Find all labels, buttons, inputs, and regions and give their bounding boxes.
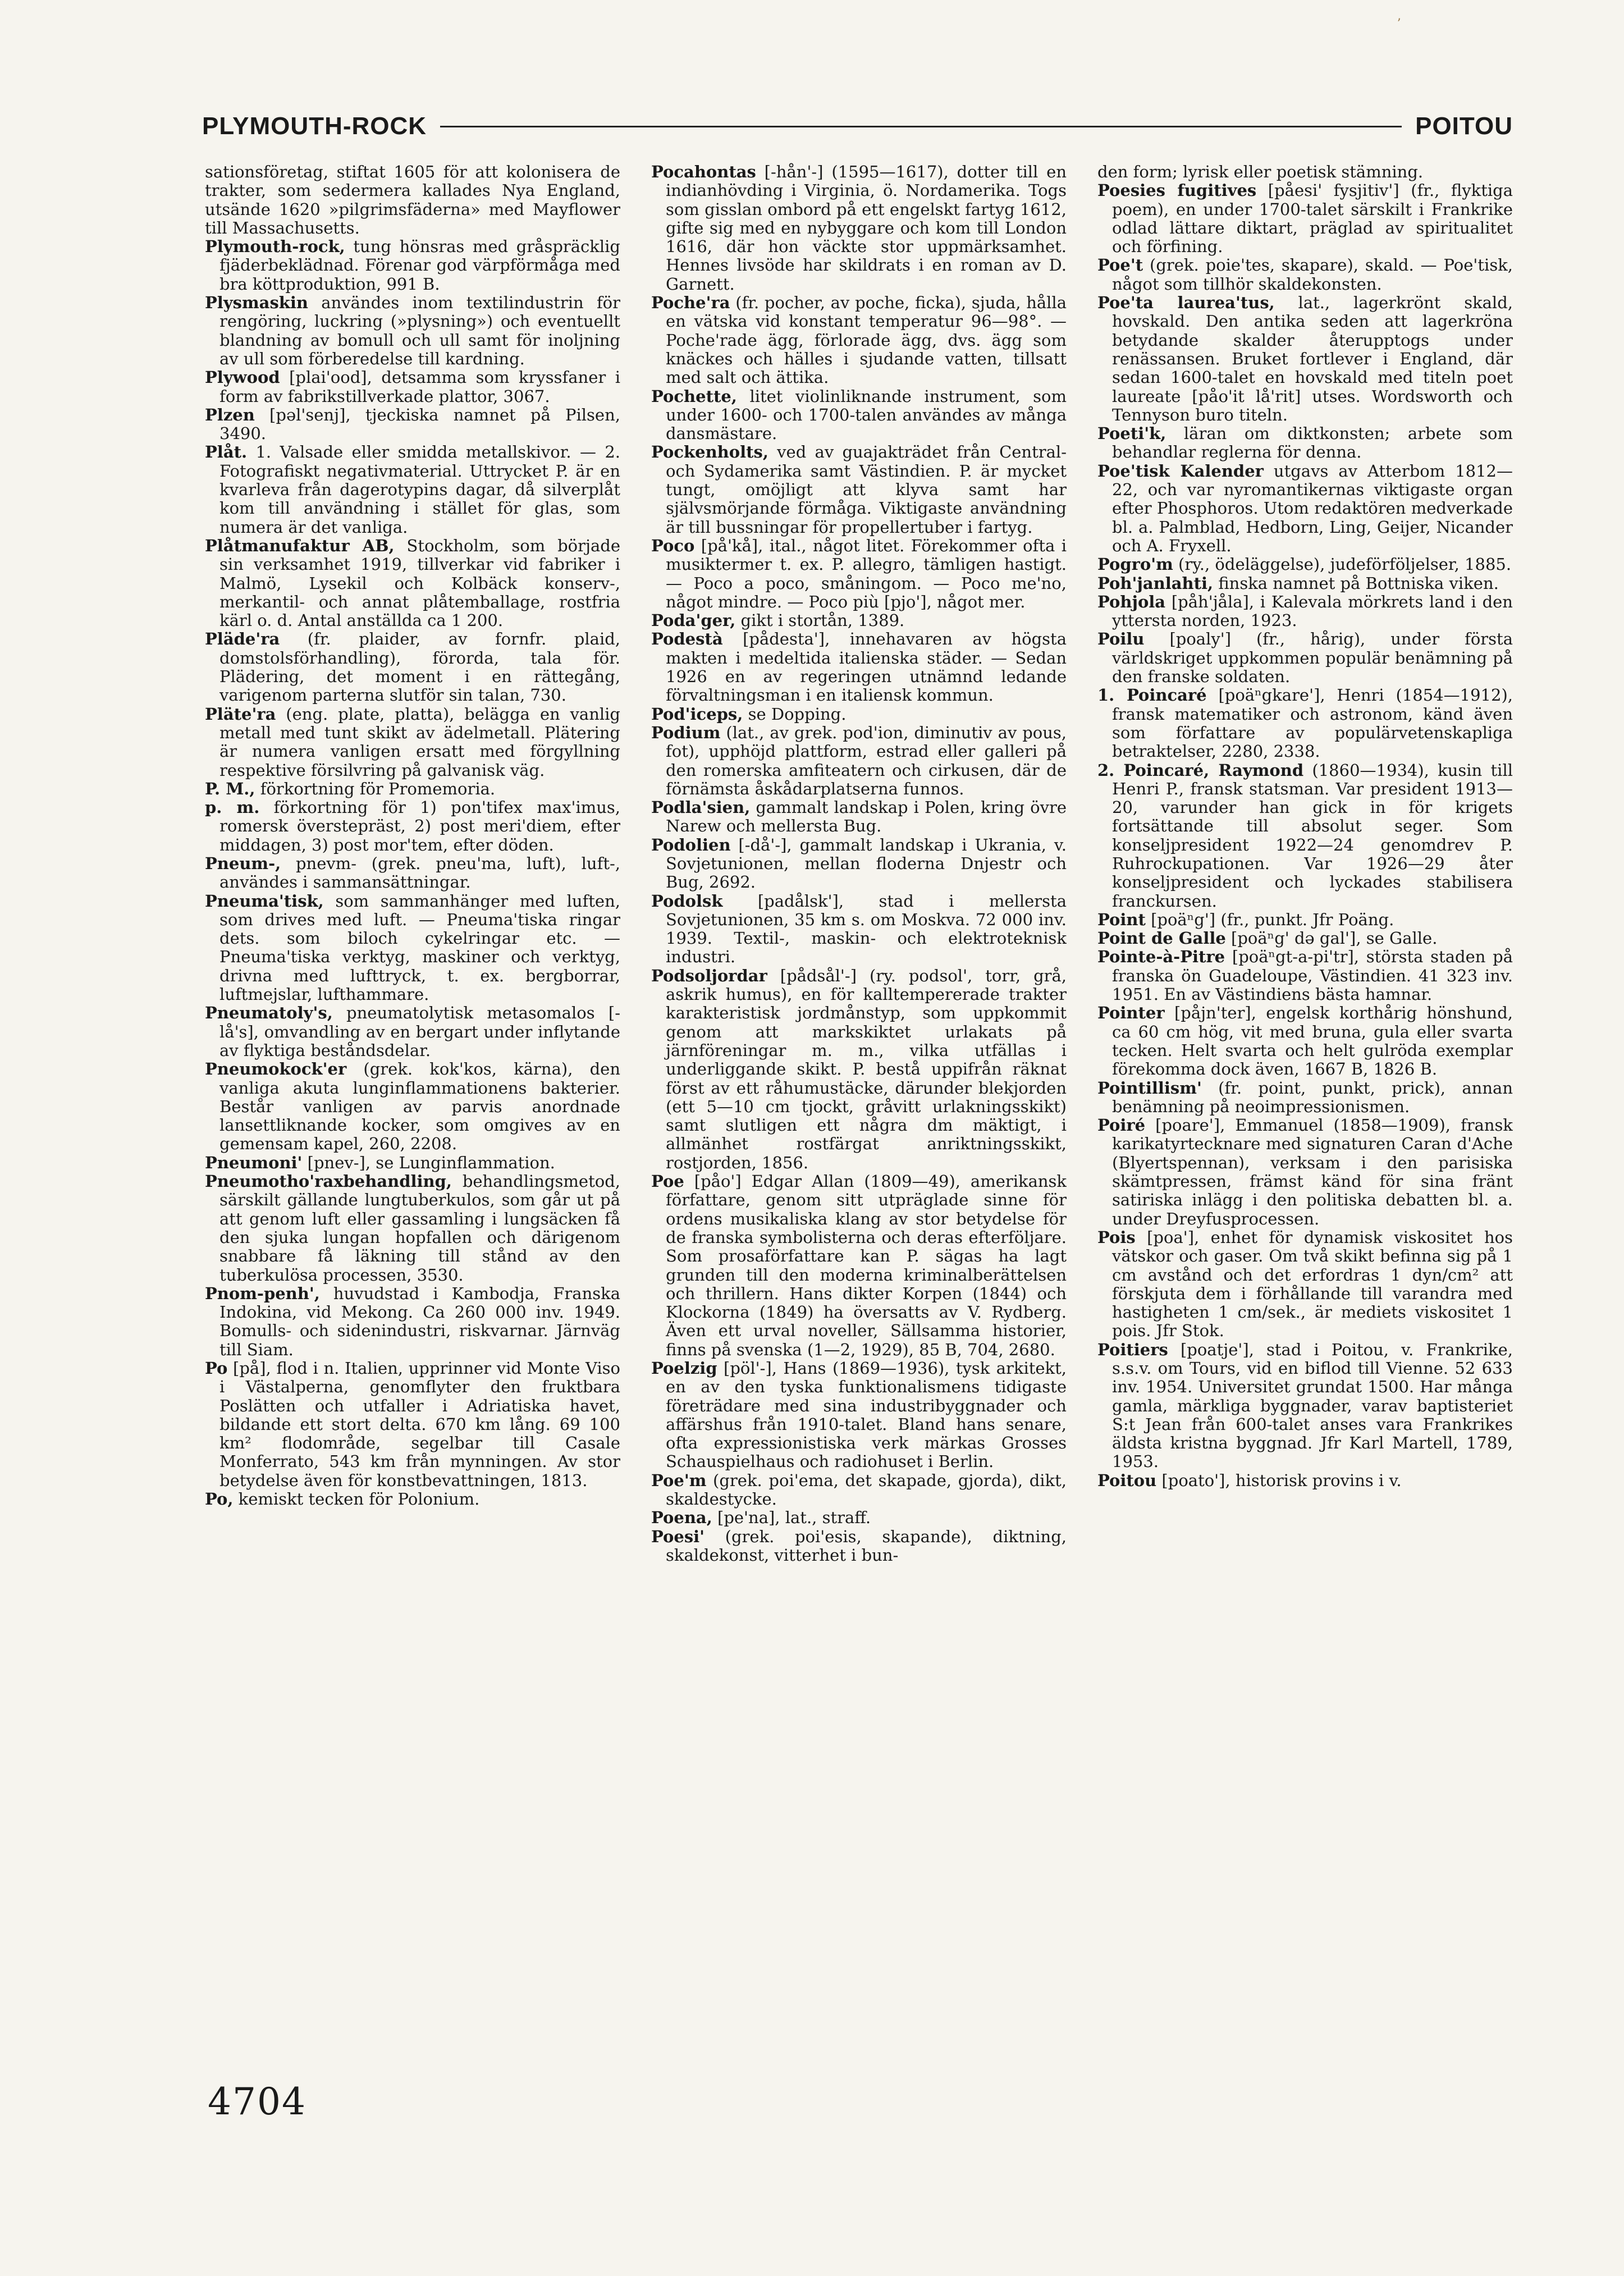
entry-headword: Pointer (1097, 1003, 1165, 1023)
entry-text: (eng. plate, platta), belägga en vanlig metall med tunt skikt av ädelmetall. Plätering är numera vanligen ersatt med förgyllning respektive försilvring på galvanisk väg. (219, 704, 620, 780)
column-middle (651, 163, 1067, 2044)
entry-text: gammalt landskap i Polen, kring övre Narew och mellersta Bug. (666, 798, 1067, 836)
dictionary-entry (651, 836, 1067, 892)
entry-text: [poaly'] (fr., hårig), under första världskriget uppkommen populär benämning på den franske soldaten. (1112, 629, 1513, 687)
dictionary-entry (1097, 256, 1513, 294)
entry-headword: Pläte'ra (205, 704, 276, 724)
entry-text: [poare'], Emmanuel (1858—1909), fransk karikatyrtecknare med signaturen Caran d'Ache (Blyertspennan), verksam i den parisiska skämtpressen, främst känd för sina fränt satiriska inlägg i den politiska debatten bl. a. under Dreyfusprocessen. (1112, 1116, 1513, 1228)
dictionary-entry (651, 163, 1067, 294)
entry-headword: Pochette, (651, 386, 737, 406)
entry-headword: Plywood (205, 368, 280, 387)
entry-headword: Plzen (205, 405, 255, 424)
entry-text: [plai'ood], detsamma som kryssfaner i form av fabrikstillverkade plattor, 3067. (219, 368, 620, 406)
entry-text: [-hån'-] (1595—1617), dotter till en indianhövding i Virginia, ö. Nordamerika. Togs som gisslan ombord på ett engelskt fartyg 1612, gifte sig med en nybyggare och kom till London 1616, där hon väckte stor uppmärksamhet. Hennes livsöde har skildrats i en roman av D. Garnett. (666, 163, 1067, 294)
entry-headword: Poena, (651, 1508, 712, 1528)
entry-headword: Point (1097, 910, 1146, 929)
dictionary-entry (1097, 555, 1513, 574)
dictionary-entry (651, 1509, 1067, 1527)
entry-headword: Podium (651, 723, 721, 742)
entry-headword: Pneumatoly's, (205, 1003, 333, 1023)
header-left-guideword: PLYMOUTH-ROCK (202, 112, 427, 140)
dictionary-entry (1097, 424, 1513, 462)
entry-headword: Pneumoni' (205, 1153, 303, 1172)
entry-headword: Pockenholts, (651, 442, 768, 462)
entry-text: huvudstad i Kambodja, Franska Indokina, vid Mekong. Ca 260 000 inv. 1949. Bomulls- och sidenindustri, riskvarnar. Järnväg till Siam. (219, 1283, 620, 1359)
entry-headword: Poh'janlahti, (1097, 573, 1214, 593)
entry-text: (grek. kok'kos, kärna), den vanliga akuta lunginflammationens bakterier. Består vanligen av parvis anordnade lansettliknande kocker, som omgives av en gemensam kapel, 260, 2208. (219, 1059, 620, 1154)
entry-text: [påjn'ter], engelsk korthårig hönshund, ca 60 cm hög, vit med bruna, gula eller svarta tecken. Helt svarta och helt gulröda exemplar förekomma dock även, 1667 B, 1826 B. (1112, 1003, 1513, 1079)
dictionary-entry (1097, 163, 1513, 181)
entry-headword: Pneum-, (205, 853, 281, 873)
entry-text: kemiskt tecken för Polonium. (233, 1489, 480, 1509)
entry-text: (ry., ödeläggelse), judeförföljelser, 1885. (1173, 555, 1512, 574)
entry-headword: Pogro'm (1097, 555, 1173, 574)
dictionary-entry (1097, 294, 1513, 424)
dictionary-entry (651, 798, 1067, 836)
entry-headword: Pointe-à-Pitre (1097, 947, 1225, 967)
dictionary-entry (1097, 911, 1513, 929)
dictionary-entry (205, 1004, 620, 1060)
entry-headword: Pod'iceps, (651, 704, 743, 724)
entry-text: [på'kå], ital., något litet. Förekommer ofta i musiktermer t. ex. P. allegro, tämligen hastigt. — Poco a poco, småningom. — Poco me'no, något mindre. — Poco più [pjo'], något mer. (666, 536, 1067, 611)
dictionary-entry (651, 611, 1067, 630)
entry-text: [pådsål'-] (ry. podsol', torr, grå, askrik humus), en för kalltempererade trakter karakteristisk jordmånstyp, som uppkommit genom att markskiktet urlakats på järnföreningar m. m., vilka utfällas i underliggande skikt. P. bestå uppifrån räknat först av ett råhumustäcke, därunder blekjorden (ett 5—10 cm tjockt, gråvitt urlakningsskikt) samt slutligen ett några dm mäktigt, i allmänhet rostfärgat anriktningsskikt, rostjorden, 1856. (666, 966, 1067, 1172)
dictionary-entry (205, 368, 620, 406)
entry-headword: Poiré (1097, 1116, 1146, 1135)
dictionary-entry (651, 892, 1067, 967)
entry-text: förkortning för Promemoria. (255, 779, 496, 798)
entry-text: 1. Valsade eller smidda metallskivor. — 2. Fotografiskt negativmaterial. Uttrycket P. är en kvarleva från dagerotypins dagar, då silverplåt kom till användning i stället för glas, som numera är det vanliga. (219, 442, 620, 537)
dictionary-entry (651, 1471, 1067, 1509)
dictionary-entry (651, 537, 1067, 611)
entry-text: behandlingsmetod, särskilt gällande lungtuberkulos, som går ut på att genom luft eller gassamling i lungsäcken få den sjuka lungan hopfallen och därigenom snabbare få läkning till stånd av den tuberkulösa processen, 3530. (219, 1172, 620, 1285)
entry-headword: Poesies fugitives (1097, 181, 1257, 200)
corner-mark: ʼ (1397, 17, 1401, 31)
entry-headword: Poitou (1097, 1470, 1157, 1490)
entry-text: läran om diktkonsten; arbete som behandlar reglerna för denna. (1112, 424, 1513, 462)
entry-headword: Podla'sien, (651, 798, 751, 817)
dictionary-entry (1097, 593, 1513, 630)
entry-headword: Poitiers (1097, 1340, 1168, 1359)
dictionary-entry (1097, 1079, 1513, 1117)
dictionary-entry (1097, 462, 1513, 555)
entry-text: [på], flod i n. Italien, upprinner vid Monte Viso i Västalperna, genomflyter den fruktbara Poslätten och utfaller i Adriatiska havet, bildande ett stort delta. 670 km lång. 69 100 km² flodområde, segelbar till Casale Monferrato, 543 km från mynningen. Av stor betydelse även för konstbevattningen, 1813. (219, 1359, 620, 1490)
entry-text: [poäⁿgkare'], Henri (1854—1912), fransk matematiker och astronom, känd även som författare av populärvetenskapliga betraktelser, 2280, 2338. (1112, 685, 1513, 761)
header-right-guideword: POITOU (1415, 112, 1513, 140)
column-right (1097, 163, 1513, 2044)
entry-headword: Podolien (651, 835, 731, 854)
entry-text: tung hönsras med gråspräcklig fjäderbeklädnad. Förenar god värpförmåga med bra köttproduktion, 991 B. (219, 237, 620, 294)
dictionary-entry (205, 892, 620, 1004)
entry-text: [pådesta'], innehavaren av högsta makten i medeltida italienska städer. — Sedan 1926 en av regeringen utnämnd ledande förvaltningsman i en italiensk kommun. (666, 629, 1067, 705)
entry-text: gikt i stortån, 1389. (735, 611, 905, 630)
dictionary-entry (1097, 686, 1513, 761)
entry-text: sationsföretag, stiftat 1605 för att kolonisera de trakter, som sedermera kallades Nya England, utsände 1620 »pilgrimsfäderna» med Mayflower till Massachusetts. (205, 163, 620, 237)
entry-text: [påesi' fysjitiv'] (fr., flyktiga poem), en under 1700-talet särskilt i Frankrike odlad lättare diktart, präglad av spiritualitet och förfining. (1112, 181, 1513, 257)
entry-headword: Poe'ta laurea'tus, (1097, 293, 1275, 313)
entry-text: [pnev-], se Lunginflammation. (302, 1153, 555, 1172)
dictionary-entry (651, 1172, 1067, 1359)
dictionary-entry (205, 705, 620, 780)
entry-text: [poatje'], stad i Poitou, v. Frankrike, s.s.v. om Tours, vid en biflod till Vienne. 52 633 inv. 1954. Universitet grundat 1500. Har många gamla, märkliga byggnader, varav baptisteriet S:t Jean från 600-talet anses vara Frankrikes äldsta kristna byggnad. Jfr Karl Martell, 1789, 1953. (1112, 1340, 1513, 1471)
dictionary-entry (205, 406, 620, 444)
entry-headword: Po (205, 1359, 228, 1378)
entry-headword: Plymouth-rock, (205, 237, 345, 257)
entry-text: Stockholm, som började sin verksamhet 1919, tillverkar vid fabriker i Malmö, Lysekil och Kolbäck konserv-, merkantil- och annat plåtemballage, rostfria kärl o. d. Antal anställda ca 1 200. (219, 536, 620, 630)
entry-headword: Poilu (1097, 629, 1145, 649)
dictionary-entry (205, 798, 620, 854)
entry-text: förkortning för 1) pon'tifex max'imus, romersk överstepräst, 2) post meri'diem, efter middagen, 3) post mor'tem, efter döden. (219, 798, 620, 854)
entry-text: (1860—1934), kusin till Henri P., fransk statsman. Var president 1913—20, varunder han gick in för krigets fortsättande till absolut seger. Som konseljpresident 1922—24 genomdrev P. Ruhrockupationen. Var 1926—29 åter konseljpresident och lyckades stabilisera franckursen. (1112, 760, 1513, 911)
dictionary-entry (1097, 948, 1513, 1004)
entry-text: [poa'], enhet för dynamisk viskositet hos vätskor och gaser. Om två skikt befinna sig på 1 cm avstånd och det erfordras 1 dyn/cm² att förskjuta dem i förhållande till varandra med hastigheten 1 cm/sek., är mediets viskositet 1 pois. Jfr Stok. (1112, 1227, 1513, 1341)
entry-text: (grek. poie'tes, skapare), skald. — Poe'tisk, något som tillhör skaldekonsten. (1112, 255, 1513, 294)
entry-text: [påh'jåla], i Kalevala mörkrets land i den yttersta norden, 1923. (1112, 592, 1513, 630)
entry-text: ved av guajakträdet från Central- och Sydamerika samt Västindien. P. är mycket tungt, omöjligt att klyva samt har självsmörjande förmåga. Viktigaste användning är till bussningar för propellertuber i fartyg. (666, 442, 1067, 537)
entry-text: som sammanhänger med luften, som drives med luft. — Pneuma'tiska ringar dets. som biloch cykelringar etc. — Pneuma'tiska verktyg, maskiner och verktyg, drivna med lufttryck, t. ex. bergborrar, luftmejslar, lufthammare. (219, 891, 620, 1004)
entry-headword: Poche'ra (651, 293, 730, 313)
entry-headword: Plysmaskin (205, 293, 308, 313)
entry-text: [poato'], historisk provins i v. (1156, 1470, 1402, 1490)
dictionary-entry (205, 630, 620, 705)
dictionary-entry (651, 705, 1067, 724)
dictionary-entry (205, 294, 620, 368)
dictionary-entry (1097, 761, 1513, 911)
entry-text: pneumatolytisk metasomalos [-lå's], omvandling av en bergart under inflytande av flyktiga beståndsdelar. (219, 1003, 620, 1060)
dictionary-entry (651, 443, 1067, 536)
entry-headword: Po, (205, 1489, 234, 1509)
entry-text: (lat., av grek. pod'ion, diminutiv av pous, fot), upphöjd plattform, estrad eller galleri på den romerska amfiteatern och cirkusen, där de förnämsta åskådarplatserna funnos. (666, 723, 1067, 798)
entry-text: [pöl'-], Hans (1869—1936), tysk arkitekt, en av den tyska funktionalismens tidigaste företrädare med sina industribyggnader och affärshus från 1910-talet. Bland hans senare, ofta expressionistiska verk märkas Grosses Schauspielhaus och radiohuset i Berlin. (666, 1359, 1067, 1471)
dictionary-entry (205, 1285, 620, 1359)
dictionary-entry (205, 1154, 620, 1172)
entry-headword: Pointillism' (1097, 1078, 1202, 1098)
entry-headword: Point de Galle (1097, 929, 1226, 948)
dictionary-entry (205, 854, 620, 892)
dictionary-entry (205, 443, 620, 536)
entry-headword: 2. Poincaré, Raymond (1097, 760, 1304, 780)
entry-text: [poäⁿg'] (fr., punkt. Jfr Poäng. (1145, 910, 1394, 929)
entry-headword: Pnom-penh', (205, 1283, 320, 1303)
entry-headword: Plåt. (205, 442, 248, 462)
dictionary-entry (205, 1060, 620, 1153)
entry-text: den form; lyrisk eller poetisk stämning. (1097, 163, 1424, 181)
column-left (205, 163, 620, 2044)
entry-headword: Podsoljordar (651, 966, 767, 985)
dictionary-entry (651, 967, 1067, 1172)
dictionary-entry (205, 1359, 620, 1490)
entry-headword: Pneuma'tisk, (205, 891, 324, 911)
dictionary-entry (651, 294, 1067, 387)
entry-headword: P. M., (205, 779, 255, 798)
entry-headword: Pneumotho'raxbehandling, (205, 1172, 452, 1191)
entry-headword: Pläde'ra (205, 629, 280, 649)
dictionary-entry (205, 237, 620, 294)
entry-text: (fr. pocher, av poche, ficka), sjuda, hålla en vätska vid konstant temperatur 96—98°. — Poche'rade ägg, förlorade ägg, dvs. ägg som knäckes och hälles i sjudande vatten, tillsatt med salt och ättika. (666, 293, 1067, 387)
entry-headword: Podestà (651, 629, 723, 649)
dictionary-entry (651, 387, 1067, 444)
dictionary-entry (205, 1172, 620, 1285)
entry-headword: p. m. (205, 798, 260, 817)
entry-text: [padålsk'], stad i mellersta Sovjetunionen, 35 km s. om Moskva. 72 000 inv. 1939. Textil-, maskin- och elektroteknisk industri. (666, 891, 1067, 967)
entry-headword: Poeti'k, (1097, 424, 1166, 444)
dictionary-entry (205, 780, 620, 798)
entry-headword: Poelzig (651, 1359, 717, 1378)
entry-headword: Pneumokock'er (205, 1059, 347, 1079)
entry-headword: Poda'ger, (651, 611, 736, 630)
dictionary-entry (1097, 1004, 1513, 1078)
dictionary-entry (1097, 630, 1513, 686)
dictionary-entry (205, 163, 620, 237)
dictionary-entry (651, 724, 1067, 798)
entry-text: [pəl'senj], tjeckiska namnet på Pilsen, 3490. (219, 405, 620, 444)
entry-headword: Poesi' (651, 1527, 705, 1546)
dictionary-entry (1097, 1341, 1513, 1471)
entry-text: finska namnet på Bottniska viken. (1213, 573, 1499, 593)
entry-text: användes inom textilindustrin för rengöring, luckring (»plysning») och eventuellt blandning av bomull och ull samt för inoljning av ull som förberedelse till kardning. (219, 293, 620, 368)
dictionary-entry (1097, 181, 1513, 256)
entry-text: (fr. point, punkt, prick), annan benämning på neoimpressionismen. (1112, 1078, 1513, 1116)
entry-text: utgavs av Atterbom 1812—22, och var nyromantikernas viktigaste organ efter Phosphoros. Utom redaktören medverkade bl. a. Palmblad, Hedborn, Ling, Geijer, Nicander och A. Fryxell. (1112, 461, 1513, 555)
page-number: 4704 (208, 2080, 306, 2123)
dictionary-entry (1097, 1116, 1513, 1228)
entry-text: [påo'] Edgar Allan (1809—49), amerikansk författare, genom sitt utpräglade sinne för ordens musikaliska klang av stor betydelse för de franska symbolisterna och deras efterföljare. Som prosaförfattare kan P. sägas ha lagt grunden till den moderna kriminalberättelsen och thrillern. Hans dikter Korpen (1844) och Klockorna (1849) ha översatts av V. Rydberg. Även ett urval noveller, Sällsamma historier, finns på svenska (1—2, 1929), 85 B, 704, 2680. (666, 1172, 1067, 1359)
entry-headword: Poco (651, 536, 695, 555)
header-rule (440, 126, 1402, 127)
dictionary-entry (1097, 574, 1513, 593)
dictionary-entry (651, 1528, 1067, 1565)
dictionary-entry (205, 537, 620, 630)
entry-headword: Pohjola (1097, 592, 1166, 611)
dictionary-entry (1097, 1228, 1513, 1341)
entry-headword: Poe't (1097, 255, 1143, 275)
text-columns (205, 163, 1513, 2044)
dictionary-entry (651, 630, 1067, 705)
entry-headword: Plåtmanufaktur AB, (205, 536, 395, 555)
entry-text: [-då'-], gammalt landskap i Ukrania, v. Sovjetunionen, mellan floderna Dnjestr och Bug, 2692. (666, 835, 1067, 892)
entry-text: (grek. poi'esis, skapande), diktning, skaldekonst, vitterhet i bun- (666, 1527, 1067, 1565)
entry-text: lat., lagerkrönt skald, hovskald. Den antika seden att lagerkröna betydande skalder återupptogs under renässansen. Bruket fortlever i England, där sedan 1600-talet en hovskald med titeln poet laureate [påo'it lå'rit] utses. Wordsworth och Tennyson buro titeln. (1112, 293, 1513, 424)
page-header (202, 109, 1513, 143)
entry-headword: 1. Poincaré (1097, 685, 1207, 705)
entry-text: (grek. poi'ema, det skapade, gjorda), dikt, skaldestycke. (666, 1470, 1067, 1509)
entry-text: [poäⁿgt-a-pi'tr], största staden på franska ön Guadeloupe, Västindien. 41 323 inv. 1951. En av Västindiens bästa hamnar. (1112, 947, 1513, 1004)
entry-headword: Poe'tisk Kalender (1097, 461, 1264, 481)
entry-headword: Pocahontas (651, 163, 756, 181)
entry-text: (fr. plaider, av fornfr. plaid, domstolsförhandling), förorda, tala för. Plädering, det moment i en rättegång, varigenom parterna slutför sin talan, 730. (219, 629, 620, 705)
entry-headword: Podolsk (651, 891, 723, 911)
entry-text: [poäⁿg' də gal'], se Galle. (1225, 929, 1438, 948)
dictionary-entry (651, 1359, 1067, 1471)
entry-text: se Dopping. (743, 704, 847, 724)
dictionary-entry (1097, 1471, 1513, 1490)
dictionary-entry (205, 1490, 620, 1509)
entry-text: litet violinliknande instrument, som under 1600- och 1700-talen användes av många dansmästare. (666, 386, 1067, 444)
dictionary-entry (1097, 929, 1513, 948)
entry-text: [pe'na], lat., straff. (712, 1508, 871, 1528)
entry-headword: Poe (651, 1172, 684, 1191)
entry-headword: Pois (1097, 1227, 1136, 1247)
entry-headword: Poe'm (651, 1470, 707, 1490)
entry-text: pnevm- (grek. pneu'ma, luft), luft-, användes i sammansättningar. (219, 853, 620, 892)
